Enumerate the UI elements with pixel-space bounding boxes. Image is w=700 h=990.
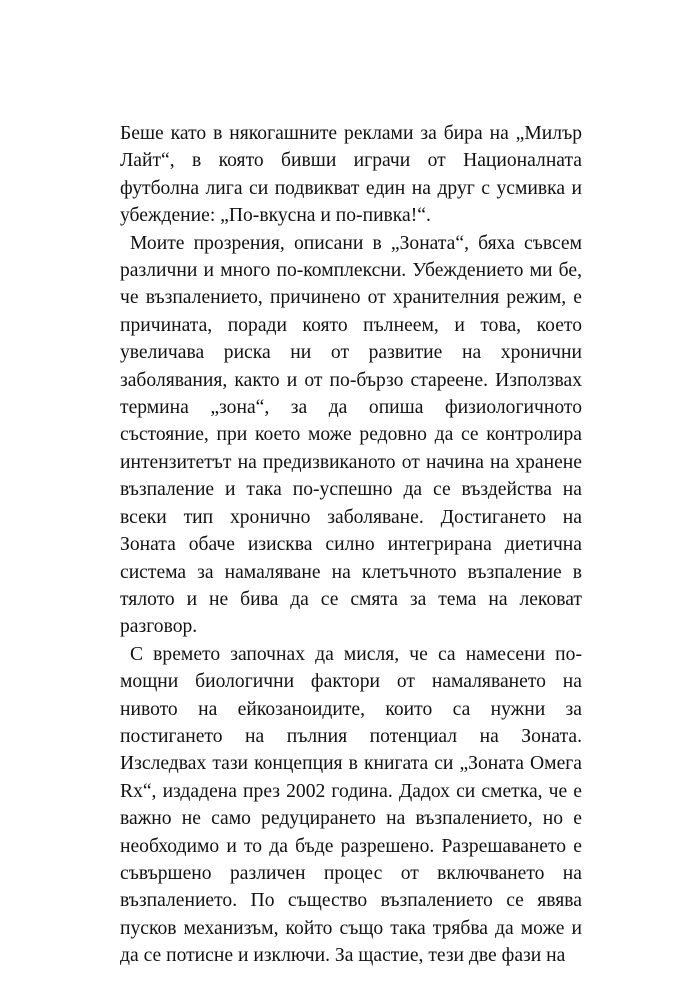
- paragraph-2: Моите прозрения, описани в „Зоната“, бяха съвсем различни и много по-комплексни. Убеждението ми бе, че възпалението, причинено от хранителния режим, е причината, поради която пълнеем, и това, което увеличава риска ни от развитие на хронични заболявания, както и от по-бързо стареене. Използвах термина „зона“, за да опиша физиологичното състояние, при което може редовно да се контролира интензитетът на предизвиканото от начина на хранене възпаление и така по-успешно да се въздейства на всеки тип хронично заболяване. Достигането на Зоната обаче изисква силно интегрирана диетична система за намаляване на клетъчното възпаление в тялото и не бива да се смята за тема на лековат разговор.: [120, 232, 582, 638]
- paragraph-3: С времето започнах да мисля, че са намесени по-мощни биологични фактори от намаляването на нивото на ейкозаноидите, които са нужни за постигането на пълния потенциал на Зоната. Изследвах тази концепция в книгата си „Зоната Омега Rx“, издадена през 2002 година. Дадох си сметка, че е важно не само редуцирането на възпалението, но е необходимо и то да бъде разрешено. Разрешаването е съвършено различен процес от включването на възпалението. По същество възпалението се явява пусков механизъм, който също така трябва да може и да се потисне и изключи. За щастие, тези две фази на: [120, 643, 582, 967]
- paragraph-1: Беше като в някогашните реклами за бира на „Милър Лайт“, в която бивши играчи от Националната футболна лига си подвикват един на друг с усмивка и убеждение: „По-вкусна и по-пивка!“.: [120, 123, 582, 227]
- body-text: [120, 120, 582, 970]
